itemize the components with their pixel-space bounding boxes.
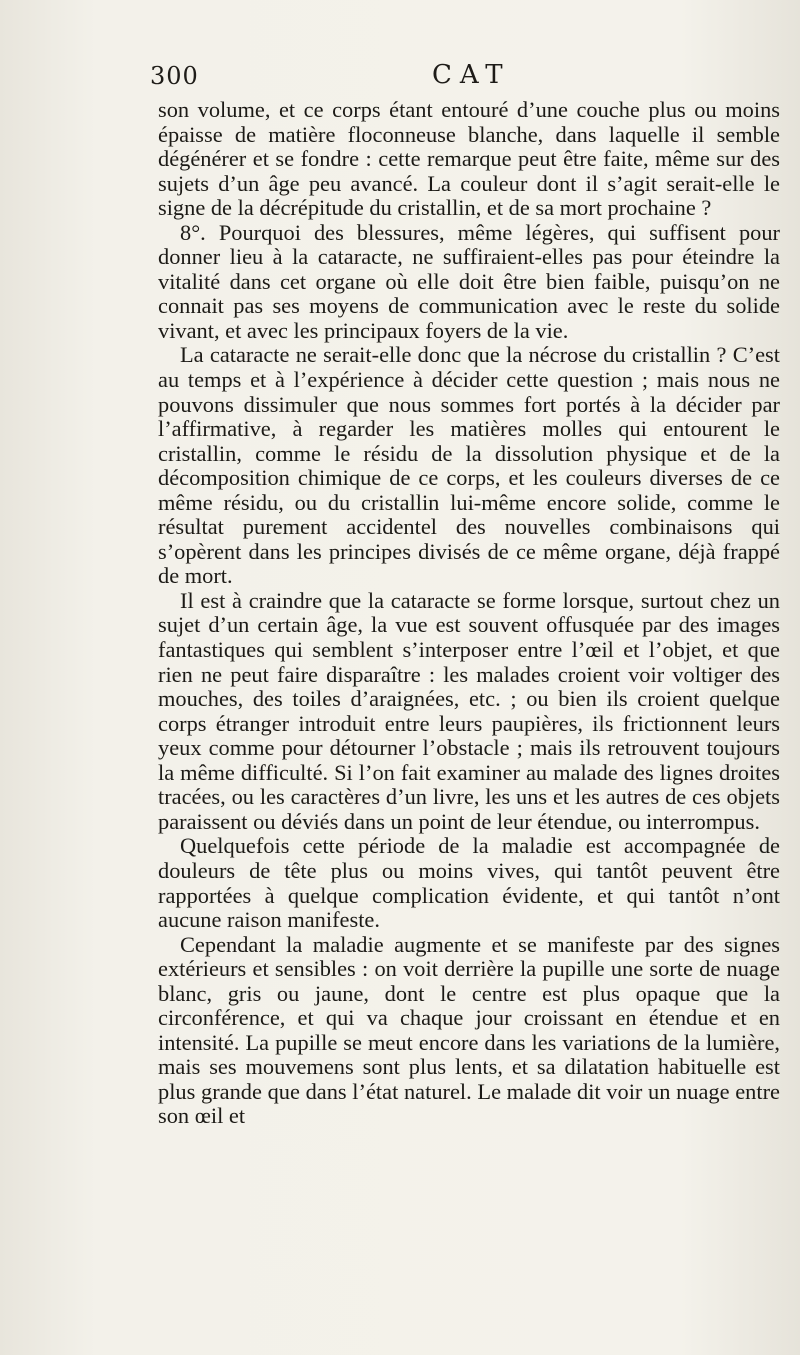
running-head: CAT bbox=[432, 60, 511, 90]
page-number: 300 bbox=[150, 62, 199, 90]
paragraph: Il est à craindre que la cataracte se forme lorsque, surtout chez un sujet d’un certain âge, la vue est souvent offusquée par des images fantastiques qui semblent s’interposer entre l’œil et l’objet, et que rien ne peut faire disparaître : les malades croient voir voltiger des mouches, des toiles d’araignées, etc. ; ou bien ils croient quelque corps étranger introduit entre leurs paupières, ils frictionnent leurs yeux comme pour détourner l’obstacle ; mais ils retrouvent toujours la même difficulté. Si l’on fait examiner au malade des lignes droites tracées, ou les caractères d’un livre, les uns et les autres de ces objets paraissent ou déviés dans un point de leur étendue, ou interrompus. bbox=[158, 587, 780, 834]
page-header bbox=[150, 58, 780, 92]
paragraph: 8°. Pourquoi des blessures, même légères, qui suffisent pour donner lieu à la cataracte, ne suffiraient-elles pas pour éteindre la vitalité dans cet organe où elle doit être bien faible, puisqu’on ne connait pas ses moyens de communication avec le reste du solide vivant, et avec les principaux foyers de la vie. bbox=[158, 219, 780, 343]
paragraph: son volume, et ce corps étant entouré d’une couche plus ou moins épaisse de matière floconneuse blanche, dans laquelle il semble dégénérer et se fondre : cette remarque peut être faite, même sur des sujets d’un âge peu avancé. La couleur dont il s’agit serait-elle le signe de la décrépitude du cristallin, et de sa mort prochaine ? bbox=[158, 97, 780, 221]
paragraph: Cependant la maladie augmente et se manifeste par des signes extérieurs et sensibles : on voit derrière la pupille une sorte de nuage blanc, gris ou jaune, dont le centre est plus opaque que la circonférence, et qui va chaque jour croissant en étendue et en intensité. La pupille se meut encore dans les variations de la lumière, mais ses mouvemens sont plus lents, et sa dilatation habituelle est plus grande que dans l’état naturel. Le malade dit voir un nuage entre son œil et bbox=[158, 931, 780, 1129]
paragraph: La cataracte ne serait-elle donc que la nécrose du cristallin ? C’est au temps et à l’expérience à décider cette question ; mais nous ne pouvons dissimuler que nous sommes fort portés à la décider par l’affirmative, à regarder les matières molles qui entourent le cristallin, comme le résidu de la dissolution physique et de la décomposition chimique de ce corps, et les couleurs diverses de ce même résidu, ou du cristallin lui-même encore solide, comme le résultat purement accidentel des nouvelles combinaisons qui s’opèrent dans les principes divisés de ce même organe, déjà frappé de mort. bbox=[158, 342, 780, 589]
body-text bbox=[158, 98, 780, 1129]
paragraph: Quelquefois cette période de la maladie est accompagnée de douleurs de tête plus ou moins vives, qui tantôt peuvent être rapportées à quelque complication évidente, et qui tantôt n’ont aucune raison manifeste. bbox=[158, 833, 780, 933]
